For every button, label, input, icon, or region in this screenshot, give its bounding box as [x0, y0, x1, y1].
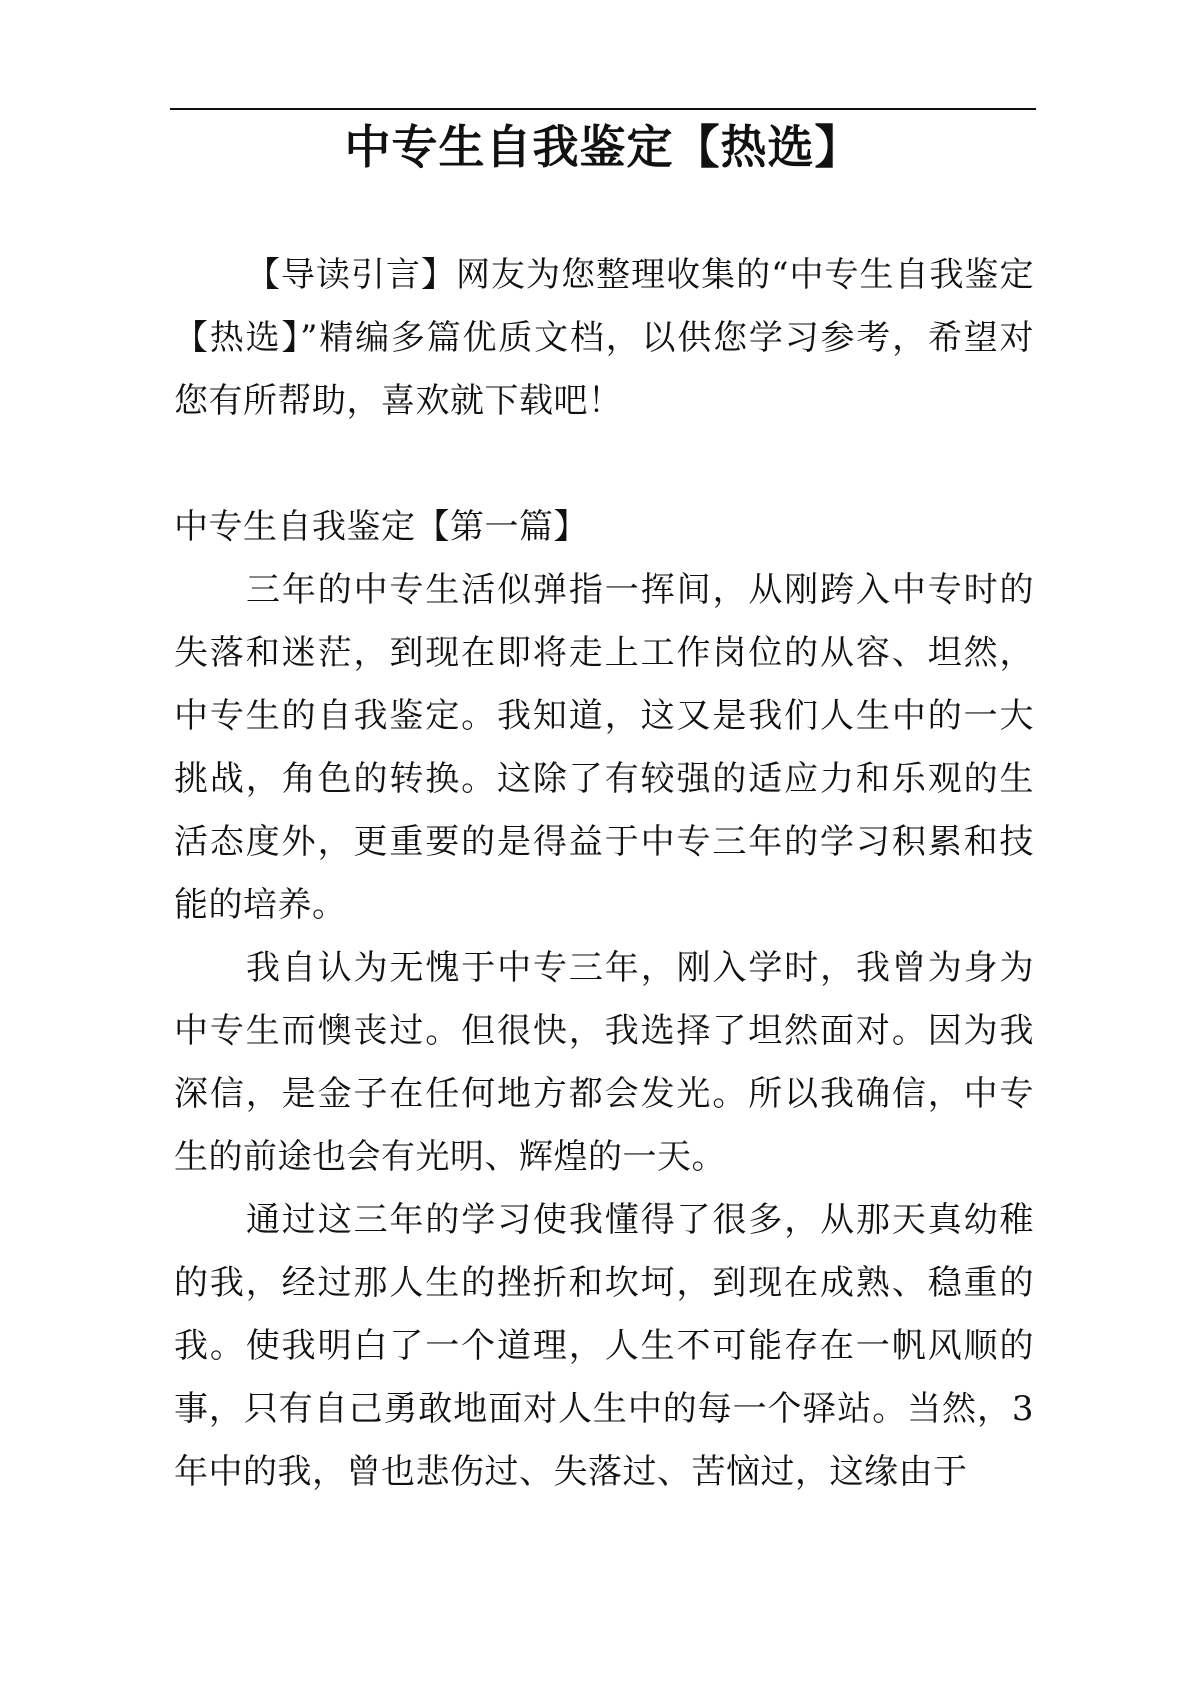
- document-title: 中专生自我鉴定【热选】: [344, 120, 862, 174]
- section-heading: 中专生自我鉴定【第一篇】: [174, 507, 588, 547]
- header-rule: [170, 108, 1036, 110]
- intro-paragraph: 【导读引言】网友为您整理收集的“中专生自我鉴定【热选】”精编多篇优质文档，以供您学习参考，希望对您有所帮助，喜欢就下载吧！: [174, 255, 1034, 421]
- body-paragraph-3: 通过这三年的学习使我懂得了很多，从那天真幼稚的我，经过那人生的挫折和坎坷，到现在成熟、稳重的我。使我明白了一个道理，人生不可能存在一帆风顺的事，只有自己勇敢地面对人生中的每一个驿站。当然，3年中的我，曾也悲伤过、失落过、苦恼过，这缘由于: [174, 1200, 1034, 1492]
- body-paragraph-1: 三年的中专生活似弹指一挥间，从刚跨入中专时的失落和迷茫，到现在即将走上工作岗位的从容、坦然，中专生的自我鉴定。我知道，这又是我们人生中的一大挑战，角色的转换。这除了有较强的适应力和乐观的生活态度外，更重要的是得益于中专三年的学习积累和技能的培养。: [174, 570, 1034, 925]
- body-paragraph-2: 我自认为无愧于中专三年，刚入学时，我曾为身为中专生而懊丧过。但很快，我选择了坦然面对。因为我深信，是金子在任何地方都会发光。所以我确信，中专生的前途也会有光明、辉煌的一天。: [174, 948, 1034, 1177]
